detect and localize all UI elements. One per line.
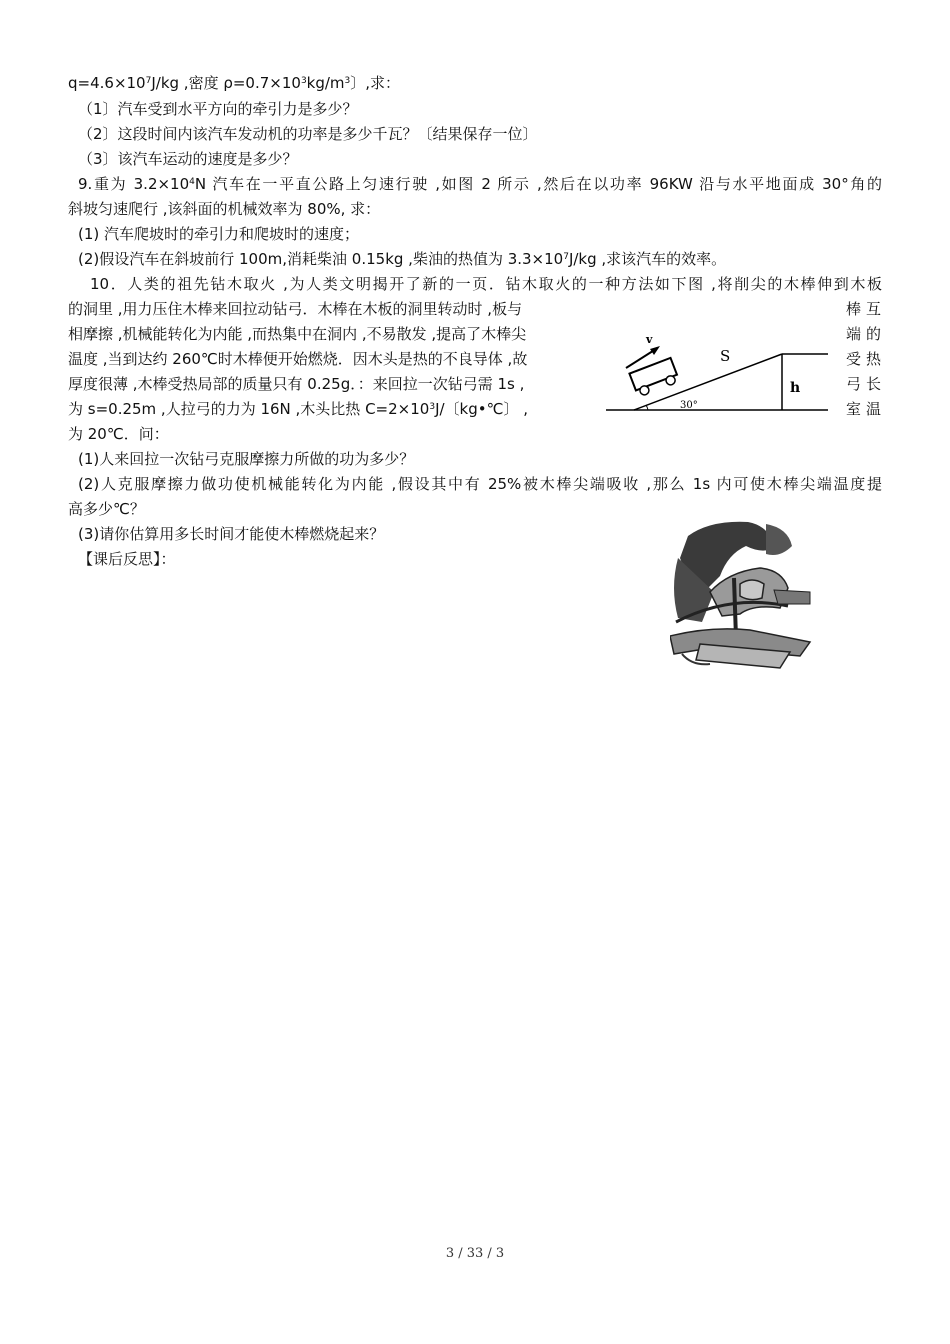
slope-diagram <box>604 330 834 420</box>
question-10-line-2: 的洞里 ,用力压住木棒来回拉动钻弓．木棒在木板的洞里转动时 ,板与 <box>68 300 523 318</box>
s-label: S <box>720 347 731 365</box>
angle-label: 30° <box>680 400 698 411</box>
right-column-text: 室温 <box>846 400 887 418</box>
question-8-part-1: （1〕汽车受到水平方向的牵引力是多少？ <box>78 100 358 118</box>
question-8-part-2: （2〕这段时间内该汽车发动机的功率是多少千瓦？〔结果保存一位〕 <box>78 125 538 143</box>
question-10-part-1: (1)人来回拉一次钻弓克服摩擦力所做的功为多少？ <box>78 450 415 468</box>
question-9-part-2: (2)假设汽车在斜坡前行 100m,消耗柴油 0.15kg ,柴油的热值为 $3.3\times 10^7J/kg$ ,求该汽车的效率。 <box>78 250 727 268</box>
right-column-text: 受热 <box>846 350 887 368</box>
question-10-line-5: 厚度很薄 ,木棒受热局部的质量只有 0.25g．：来回拉一次钻弓需 1s , <box>68 375 525 393</box>
right-column-text: 弓长 <box>846 375 887 393</box>
question-10-part-2: (2)人克服摩擦力做功使机械能转化为内能 ,假设其中有 25%被木棒尖端吸收 ,那么 1s 内可使木棒尖端温度提 <box>78 475 882 493</box>
reflection-heading: 【课后反思】： <box>78 550 176 568</box>
text-line: $q=4.6\times 10^7J/kg$ ,密度 $\rho=0.7\times 10^3kg/m^3$〕,求： <box>68 74 401 92</box>
arrow-head-icon <box>650 346 660 355</box>
right-column-text: 端的 <box>846 325 887 343</box>
h-label: h <box>790 380 801 396</box>
car-on-slope <box>629 358 679 398</box>
question-10-line-6: 为 s=0.25m ,人拉弓的力为 16N ,木头比热 $C=2\times 10^3J/$〔kg•℃〕 , <box>68 400 528 418</box>
question-10-part-3: (3)请你估算用多长时间才能使木棒燃烧起来？ <box>78 525 385 543</box>
question-9-stem: 9.重为 $3.2\times 10^4N$ 汽车在一平直公路上匀速行驶 ,如图 2 所示 ,然后在以功率 96KW 沿与水平地面成 30°角的 <box>78 175 882 193</box>
question-10-line-4: 温度 ,当到达约 260℃时木棒便开始燃烧．因木头是热的不良导体 ,故 <box>68 350 528 368</box>
question-9-part-1: (1) 汽车爬坡时的牵引力和爬坡时的速度； <box>78 225 360 243</box>
right-column-text: 棒互 <box>846 300 887 318</box>
v-label: v <box>646 333 653 346</box>
question-10-part-2-cont: 高多少℃？ <box>68 500 145 518</box>
question-10-line-3: 相摩擦 ,机械能转化为内能 ,而热集中在洞内 ,不易散发 ,提高了木棒尖 <box>68 325 527 343</box>
question-8-part-3: （3〕该汽车运动的速度是多少？ <box>78 150 298 168</box>
question-9-stem-cont: 斜坡匀速爬行 ,该斜面的机械效率为 80%, 求： <box>68 200 381 218</box>
fire-drill-photo <box>670 518 814 670</box>
page-footer: 3 / 33 / 3 <box>445 1246 505 1261</box>
question-10-line-7: 为 20℃．问： <box>68 425 169 443</box>
question-10-stem: 10．人类的祖先钻木取火 ,为人类文明揭开了新的一页．钻木取火的一种方法如下图 ,将削尖的木棒伸到木板 <box>90 275 882 293</box>
